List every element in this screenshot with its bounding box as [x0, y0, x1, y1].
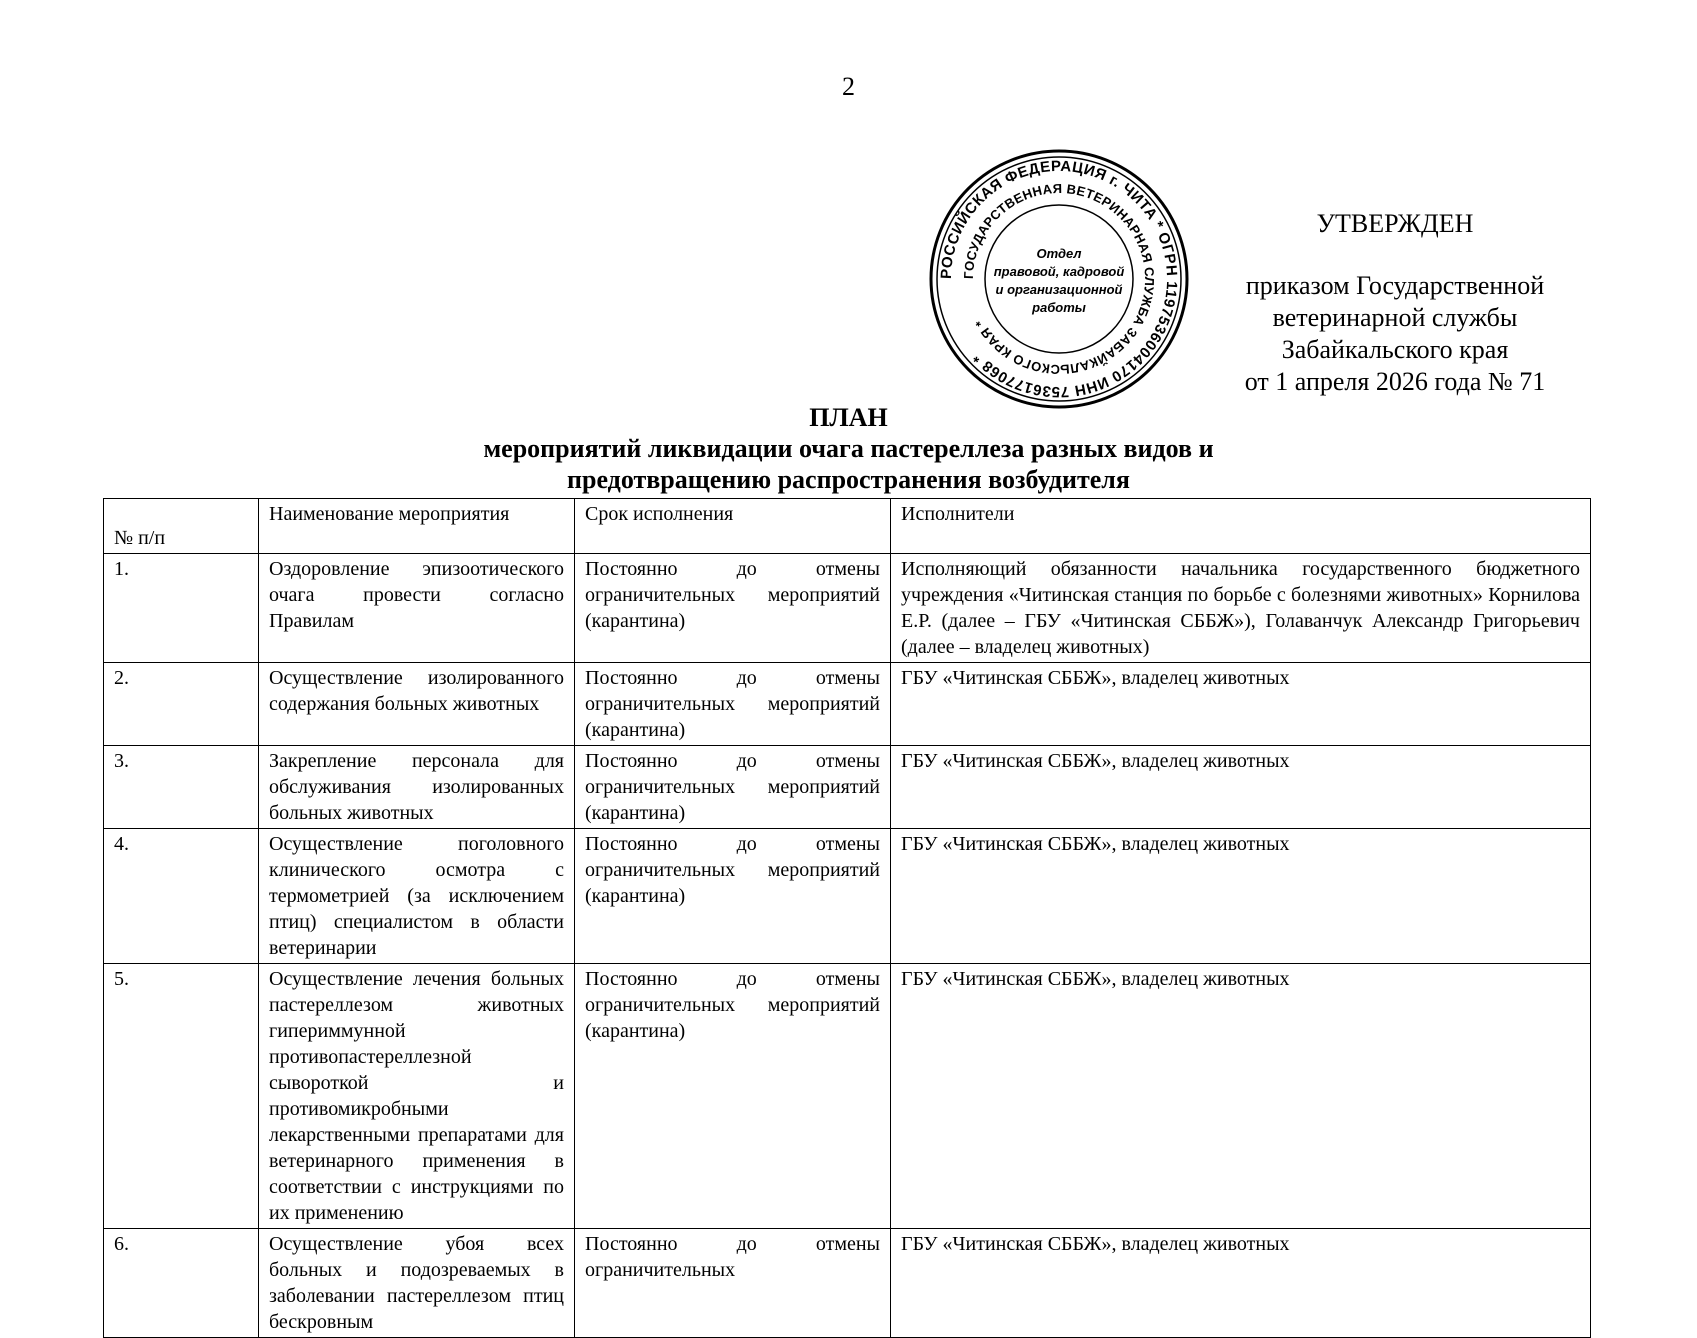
table-row: [104, 746, 1591, 829]
seal-center-line: правовой, кадровой: [993, 264, 1125, 279]
official-seal: [928, 148, 1190, 410]
approval-block: [1210, 208, 1580, 398]
cell-num: 4.: [104, 829, 259, 964]
cell-executors: ГБУ «Читинская СББЖ», владелец животных: [891, 746, 1591, 829]
seal-center-line: работы: [1032, 300, 1086, 315]
cell-num: 2.: [104, 663, 259, 746]
header-num: № п/п: [104, 499, 259, 554]
approval-line: от 1 апреля 2026 года № 71: [1244, 367, 1546, 396]
cell-name: Осуществление убоя всех больных и подозреваемых в заболевании пастереллезом птиц бескровным: [259, 1229, 575, 1338]
cell-term: Постоянно до отмены ограничительных мероприятий (карантина): [575, 554, 891, 663]
header-executors: Исполнители: [891, 499, 1591, 554]
table-row: [104, 829, 1591, 964]
svg-text:ГОСУДАРСТВЕННАЯ ВЕТЕРИНАРНАЯ С: [961, 181, 1157, 377]
approval-line: Забайкальского края: [1281, 335, 1509, 364]
seal-center-line: Отдел: [1036, 246, 1082, 261]
cell-term: Постоянно до отмены ограничительных мероприятий (карантина): [575, 829, 891, 964]
header-name: Наименование мероприятия: [259, 499, 575, 554]
page-number: 2: [842, 72, 855, 101]
cell-term: Постоянно до отмены ограничительных мероприятий (карантина): [575, 964, 891, 1229]
cell-num: 1.: [104, 554, 259, 663]
cell-executors: ГБУ «Читинская СББЖ», владелец животных: [891, 663, 1591, 746]
table-row: [104, 663, 1591, 746]
cell-term: Постоянно до отмены ограничительных мероприятий (карантина): [575, 663, 891, 746]
cell-name: Осуществление изолированного содержания больных животных: [259, 663, 575, 746]
table-row: [104, 964, 1591, 1229]
cell-num: 6.: [104, 1229, 259, 1338]
cell-num: 5.: [104, 964, 259, 1229]
cell-name: Закрепление персонала для обслуживания изолированных больных животных: [259, 746, 575, 829]
cell-executors: Исполняющий обязанности начальника государственного бюджетного учреждения «Читинская станция по борьбе с болезнями животных» Корнилова Е.Р. (далее – ГБУ «Читинская СББЖ»), Голаванчук Александр Григорьевич (далее – владелец животных): [891, 554, 1591, 663]
approval-line: приказом Государственной: [1245, 271, 1545, 300]
cell-name: Оздоровление эпизоотического очага провести согласно Правилам: [259, 554, 575, 663]
table-header-row: [104, 499, 1591, 554]
seal-center-line: и организационной: [995, 282, 1123, 297]
plan-subtitle-line: мероприятий ликвидации очага пастереллеза разных видов и: [483, 434, 1214, 463]
cell-name: Осуществление лечения больных пастереллезом животных гипериммунной противопастереллезной сывороткой и противомикробными лекарственными препаратами для ветеринарного применения в соответствии с инструкциями по их применению: [259, 964, 575, 1229]
cell-executors: ГБУ «Читинская СББЖ», владелец животных: [891, 829, 1591, 964]
header-term: Срок исполнения: [575, 499, 891, 554]
cell-name: Осуществление поголовного клинического осмотра с термометрией (за исключением птиц) специалистом в области ветеринарии: [259, 829, 575, 964]
table-row: [104, 554, 1591, 663]
cell-term: Постоянно до отмены ограничительных мероприятий (карантина): [575, 746, 891, 829]
plan-table: [103, 498, 1591, 1338]
approval-line: ветеринарной службы: [1272, 303, 1518, 332]
plan-subtitle-line: предотвращению распространения возбудителя: [567, 465, 1130, 494]
table-row: [104, 1229, 1591, 1338]
cell-term: Постоянно до отмены ограничительных: [575, 1229, 891, 1338]
seal-outer-text: РОССИЙСКАЯ ФЕДЕРАЦИЯ г. ЧИТА * ОГРН 1197536004170 ИНН 7536177068 *: [937, 157, 1181, 401]
plan-title: ПЛАН: [809, 403, 888, 432]
cell-num: 3.: [104, 746, 259, 829]
cell-executors: ГБУ «Читинская СББЖ», владелец животных: [891, 1229, 1591, 1338]
plan-heading: [0, 402, 1697, 495]
cell-executors: ГБУ «Читинская СББЖ», владелец животных: [891, 964, 1591, 1229]
seal-inner-text: ГОСУДАРСТВЕННАЯ ВЕТЕРИНАРНАЯ СЛУЖБА ЗАБАЙКАЛЬСКОГО КРАЯ *: [960, 180, 1158, 378]
approval-title: УТВЕРЖДЕН: [1316, 209, 1474, 238]
